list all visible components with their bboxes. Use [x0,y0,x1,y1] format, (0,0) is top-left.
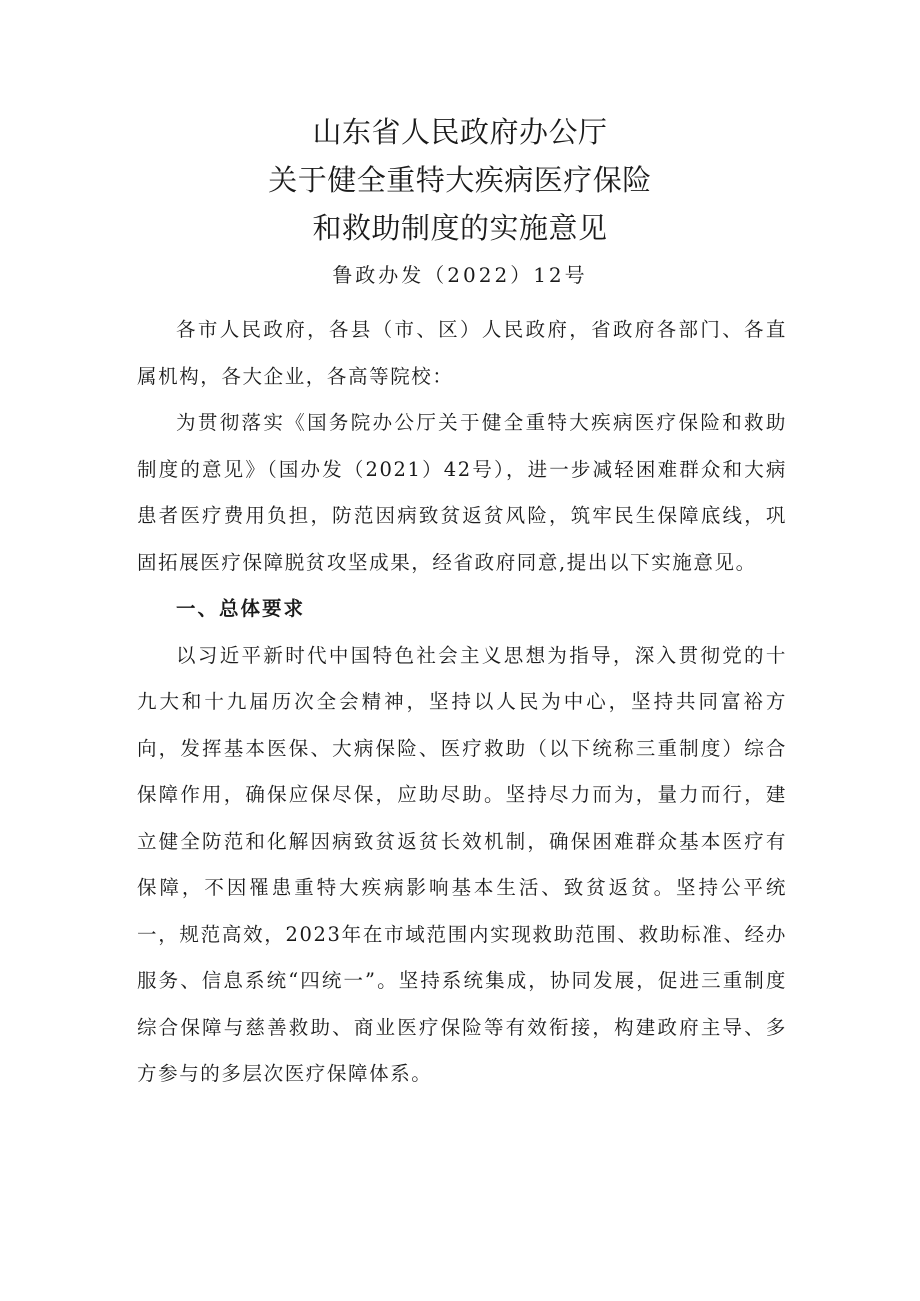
section-paragraph: 以习近平新时代中国特色社会主义思想为指导，深入贯彻党的十九大和十九届历次全会精神，坚持以人民为中心，坚持共同富裕方向，发挥基本医保、大病保险、医疗救助（以下统称三重制度）综合保障作用，确保应保尽保，应助尽助。坚持尽力而为，量力而行，建立健全防范和化解因病致贫返贫长效机制，确保困难群众基本医疗有保障，不因罹患重特大疾病影响基本生活、致贫返贫。坚持公平统一，规范高效，2023年在市域范围内实现救助范围、救助标准、经办服务、信息系统“四统一”。坚持系统集成，协同发展，促进三重制度综合保障与慈善救助、商业医疗保险等有效衔接，构建政府主导、多方参与的多层次医疗保障体系。 [137,643,787,1085]
document-body [137,307,787,1098]
title-line-3: 和救助制度的实施意见 [312,211,608,245]
document-number: 鲁政办发（2022）12号 [332,263,588,287]
document-title [0,108,920,252]
recipients-paragraph: 各市人民政府，各县（市、区）人民政府，省政府各部门、各直属机构，各大企业，各高等院校： [137,318,787,388]
title-line-2: 关于健全重特大疾病医疗保险 [268,163,652,197]
intro-paragraph: 为贯彻落实《国务院办公厅关于健全重特大疾病医疗保险和救助制度的意见》（国办发（2021）42号），进一步减轻困难群众和大病患者医疗费用负担，防范因病致贫返贫风险，筑牢民生保障底线，巩固拓展医疗保障脱贫攻坚成果，经省政府同意,提出以下实施意见。 [137,411,787,574]
section-heading: 一、总体要求 [176,597,306,620]
title-line-1: 山东省人民政府办公厅 [312,115,608,149]
